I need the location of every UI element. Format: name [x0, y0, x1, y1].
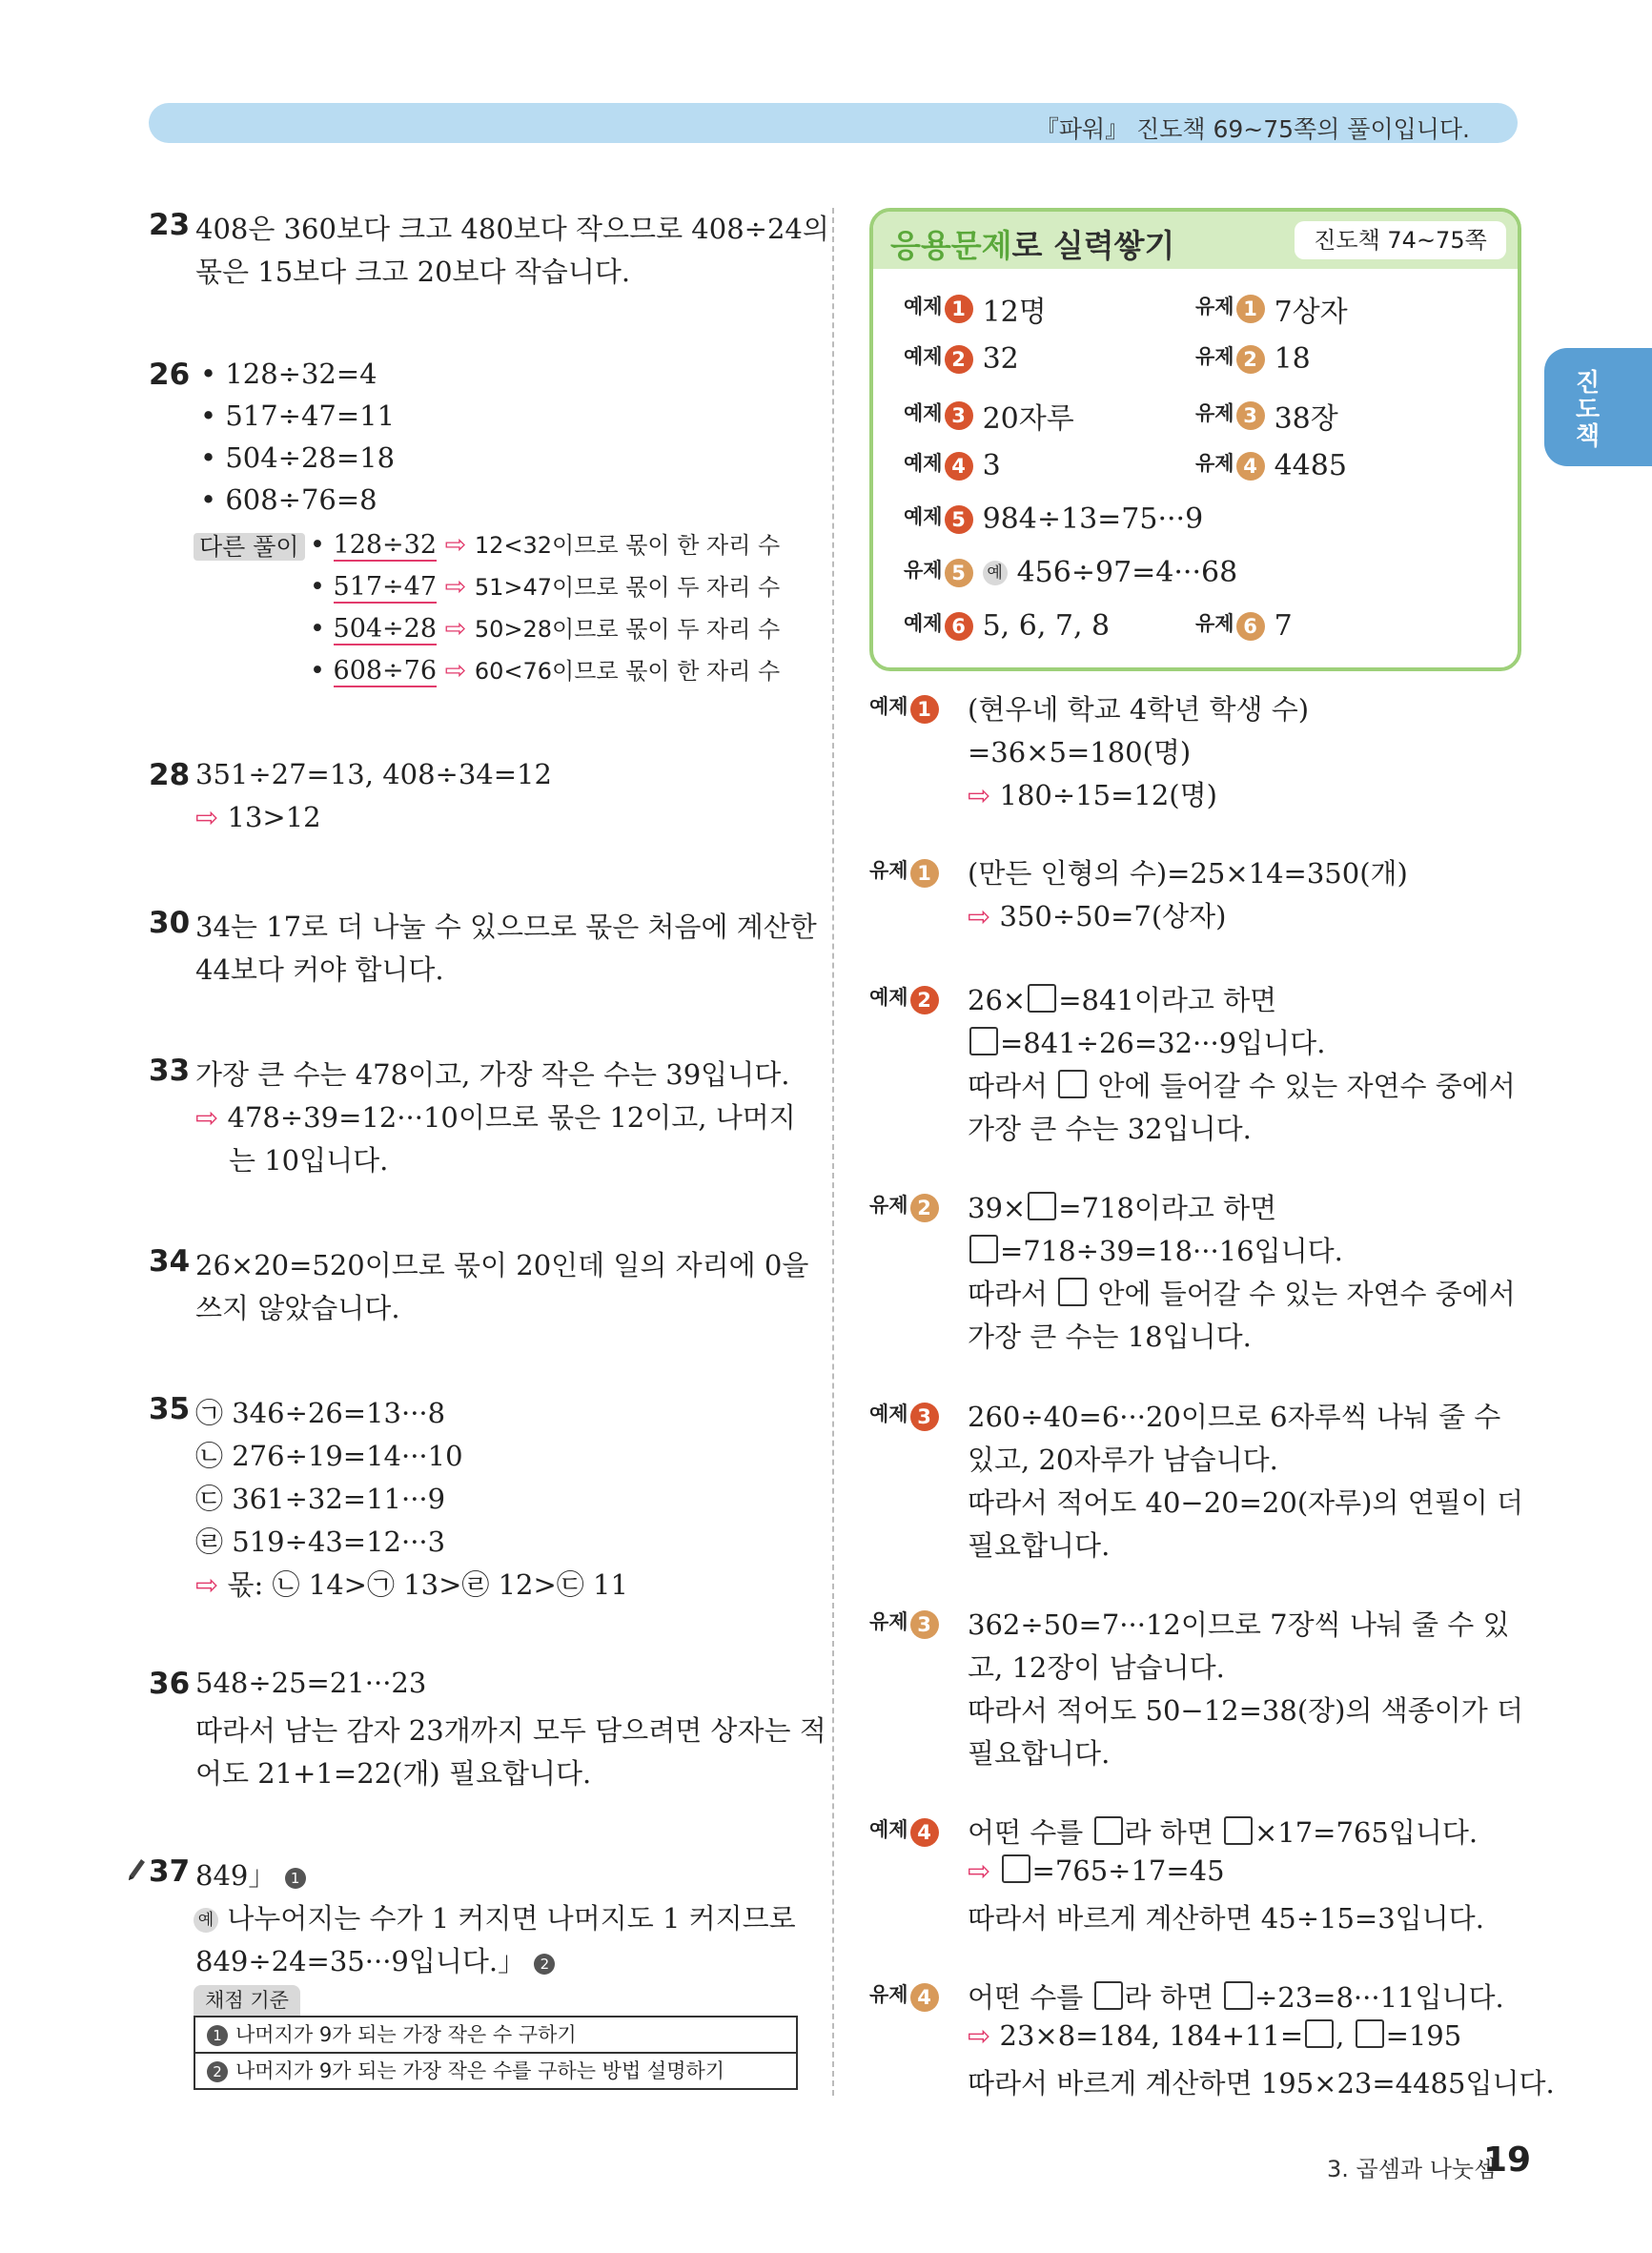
problem-37-line-1: 849」 1: [195, 1854, 306, 1894]
answer-yu-5: 유제 5 예 456÷97=4···68: [904, 556, 1238, 589]
solution-yu-1-line-1: (만든 인형의 수)=25×14=350(개): [968, 857, 1408, 890]
problem-33-line-3: 는 10입니다.: [229, 1144, 389, 1177]
answer-ex-5: 예제 5 984÷13=75···9: [904, 502, 1204, 536]
problem-35-line-5: ⇨ 몫: ㉡ 14>㉠ 13>㉣ 12>㉢ 11: [195, 1568, 628, 1601]
blank-box: [1305, 2019, 1334, 2048]
problem-23-line-1: 408은 360보다 크고 480보다 작으므로 408÷24의: [195, 213, 829, 245]
solution-ex-2-line-3: 따라서 안에 들어갈 수 있는 자연수 중에서: [968, 1070, 1516, 1102]
arrow-icon: ⇨: [968, 900, 991, 932]
problem-number: 34: [149, 1244, 191, 1279]
problem-26-line-1: • 128÷32=4: [200, 358, 377, 390]
blank-box: [1094, 1816, 1123, 1845]
solution-yu-2-label: 유제 2: [869, 1190, 939, 1222]
problem-34-line-1: 26×20=520이므로 몫이 20인데 일의 자리에 0을: [195, 1249, 809, 1281]
answer-ex-3: 예제 3 20자루: [904, 401, 1074, 436]
solution-yu-1-label: 유제 1: [869, 855, 939, 888]
blank-box: [969, 1027, 998, 1055]
solution-ex-1-label: 예제 1: [869, 691, 939, 724]
alt-line-2: • 517÷47 ⇨ 51>47이므로 몫이 두 자리 수: [310, 572, 781, 602]
blank-box: [1002, 1854, 1030, 1883]
grading-criteria-table: [194, 2016, 798, 2090]
solution-yu-1-line-2: ⇨ 350÷50=7(상자): [968, 900, 1227, 932]
problem-28: [149, 758, 190, 792]
problem-37-line-2: 예 나누어지는 수가 1 커지면 나머지도 1 커지므로: [194, 1897, 796, 1936]
answer-yu-6: 유제 6 7: [1195, 609, 1293, 643]
problem-23-line-2: 몫은 15보다 크고 20보다 작습니다.: [195, 256, 631, 288]
applied-problems-box: [869, 208, 1521, 671]
solution-yu-3-line-2: 고, 12장이 남습니다.: [968, 1651, 1225, 1684]
problem-number: 28: [149, 758, 191, 792]
problem-number: 23: [149, 208, 191, 242]
solution-ex-3-line-1: 260÷40=6···20이므로 6자루씩 나눠 줄 수: [968, 1401, 1501, 1433]
arrow-icon: ⇨: [968, 2019, 991, 2052]
problem-number: 26: [149, 358, 191, 392]
example-badge: 예: [983, 561, 1008, 585]
blank-box: [1094, 1981, 1123, 2010]
arrow-icon: ⇨: [444, 572, 467, 602]
solution-ex-3-label: 예제 3: [869, 1399, 939, 1431]
problem-30: [149, 906, 190, 940]
solution-ex-4-label: 예제 4: [869, 1814, 939, 1847]
solution-yu-2-line-4: 가장 큰 수는 18입니다.: [968, 1321, 1252, 1353]
answer-ex-1: 예제 1 12명: [904, 295, 1047, 329]
problem-26: [149, 358, 190, 392]
solution-yu-2-line-2: =718÷39=18···16입니다.: [968, 1230, 1343, 1269]
arrow-icon: ⇨: [444, 614, 467, 644]
blank-box: [969, 1235, 998, 1263]
solution-ex-3-line-4: 필요합니다.: [968, 1529, 1111, 1562]
solution-yu-4-label: 유제 4: [869, 1979, 939, 2012]
problem-35-line-1: ㉠ 346÷26=13···8: [195, 1397, 446, 1429]
problem-26-line-4: • 608÷76=8: [200, 483, 377, 516]
column-divider: [832, 208, 834, 2096]
problem-26-line-2: • 517÷47=11: [200, 399, 396, 432]
problem-33: [149, 1054, 190, 1088]
step-2-badge: 2: [534, 1954, 555, 1975]
grading-row-1: 1 나머지가 9가 되는 가장 작은 수 구하기: [195, 2017, 796, 2052]
problem-33-line-1: 가장 큰 수는 478이고, 가장 작은 수는 39입니다.: [195, 1058, 790, 1091]
arrow-icon: ⇨: [968, 779, 991, 811]
problem-37: [149, 1854, 190, 1889]
arrow-icon: ⇨: [444, 530, 467, 560]
blank-box: [1224, 1981, 1253, 2010]
solution-ex-1-line-3: ⇨ 180÷15=12(명): [968, 779, 1217, 811]
solution-yu-3-line-1: 362÷50=7···12이므로 7장씩 나눠 줄 수 있: [968, 1608, 1510, 1641]
problem-35-line-4: ㉣ 519÷43=12···3: [195, 1526, 446, 1558]
alt-line-3: • 504÷28 ⇨ 50>28이므로 몫이 두 자리 수: [310, 614, 781, 644]
problem-35-line-2: ㉡ 276÷19=14···10: [195, 1440, 463, 1472]
solution-ex-3-line-2: 있고, 20자루가 남습니다.: [968, 1444, 1278, 1476]
arrow-icon: ⇨: [195, 1101, 219, 1134]
arrow-icon: ⇨: [968, 1854, 991, 1887]
solution-yu-2-line-3: 따라서 안에 들어갈 수 있는 자연수 중에서: [968, 1278, 1516, 1310]
applied-box-title: 응용문제로 실력쌓기: [890, 227, 1175, 264]
solution-yu-3-label: 유제 3: [869, 1607, 939, 1639]
answer-yu-3: 유제 3 38장: [1195, 401, 1338, 436]
problem-34: [149, 1244, 190, 1279]
answer-yu-1: 유제 1 7상자: [1195, 295, 1348, 329]
problem-36-line-2: 따라서 남는 감자 23개까지 모두 담으려면 상자는 적: [195, 1714, 826, 1747]
solution-yu-4-line-1: 어떤 수를 라 하면 ÷23=8···11입니다.: [968, 1981, 1504, 2014]
problem-28-line-1: 351÷27=13, 408÷34=12: [195, 758, 552, 790]
problem-number: 30: [149, 906, 191, 940]
applied-box-header: [873, 212, 1518, 269]
step-1-badge: 1: [285, 1868, 306, 1889]
solution-ex-1-line-2: =36×5=180(명): [968, 736, 1192, 768]
problem-number: 35: [149, 1392, 191, 1426]
blank-box: [1028, 1192, 1056, 1220]
problem-35: [149, 1392, 190, 1426]
problem-34-line-2: 쓰지 않았습니다.: [195, 1292, 400, 1324]
header-text: 『파워』 진도책 69~75쪽의 풀이입니다.: [1034, 115, 1470, 143]
blank-box: [1224, 1816, 1253, 1845]
problem-36: [149, 1667, 190, 1701]
solution-ex-2-line-4: 가장 큰 수는 32입니다.: [968, 1113, 1252, 1145]
side-tab[interactable]: [1544, 348, 1652, 466]
solution-ex-2-line-1: 26× =841이라고 하면: [968, 984, 1277, 1016]
side-tab-label: 진도책: [1571, 369, 1600, 449]
problem-26-line-3: • 504÷28=18: [200, 441, 396, 474]
blank-box: [1356, 2019, 1384, 2048]
solution-yu-4-line-2: ⇨ 23×8=184, 184+11= , =195: [968, 2019, 1462, 2052]
answer-ex-4: 예제 4 3: [904, 449, 1001, 482]
solution-yu-2-line-1: 39× =718이라고 하면: [968, 1192, 1277, 1224]
problem-30-line-1: 34는 17로 더 나눌 수 있으므로 몫은 처음에 계산한: [195, 911, 817, 943]
footer-chapter: 3. 곱셈과 나눗셈: [1327, 2156, 1497, 2182]
alt-solution-label: 다른 풀이: [194, 528, 305, 563]
blank-box: [1058, 1278, 1087, 1306]
answer-yu-4: 유제 4 4485: [1195, 449, 1347, 482]
problem-number: 37: [149, 1854, 191, 1889]
alt-line-4: • 608÷76 ⇨ 60<76이므로 몫이 한 자리 수: [310, 656, 781, 686]
problem-number: 33: [149, 1054, 191, 1088]
applied-box-reference: 진도책 74~75쪽: [1295, 221, 1506, 259]
problem-23: [149, 208, 190, 242]
answer-yu-2: 유제 2 18: [1195, 342, 1311, 376]
blank-box: [1058, 1070, 1087, 1098]
solution-yu-3-line-3: 따라서 적어도 50−12=38(장)의 색종이가 더: [968, 1694, 1523, 1727]
answer-ex-6: 예제 6 5, 6, 7, 8: [904, 609, 1111, 643]
problem-28-line-2: ⇨ 13>12: [195, 801, 321, 833]
page-number: 19: [1483, 2140, 1532, 2180]
solution-ex-2-line-2: =841÷26=32···9입니다.: [968, 1022, 1325, 1061]
solution-yu-3-line-4: 필요합니다.: [968, 1737, 1111, 1770]
problem-35-line-3: ㉢ 361÷32=11···9: [195, 1483, 446, 1515]
grading-criteria-tab: 채점 기준: [194, 1985, 300, 2016]
solution-ex-1-line-1: (현우네 학교 4학년 학생 수): [968, 693, 1310, 726]
solution-ex-3-line-3: 따라서 적어도 40−20=20(자루)의 연필이 더: [968, 1486, 1523, 1519]
header-banner: [149, 103, 1518, 143]
solution-yu-4-line-3: 따라서 바르게 계산하면 195×23=4485입니다.: [968, 2067, 1555, 2099]
pencil-icon: [126, 1856, 147, 1885]
arrow-icon: ⇨: [195, 801, 219, 833]
solution-ex-4-line-3: 따라서 바르게 계산하면 45÷15=3입니다.: [968, 1902, 1484, 1935]
problem-37-line-3: 849÷24=35···9입니다.」 2: [195, 1940, 555, 1979]
problem-30-line-2: 44보다 커야 합니다.: [195, 953, 444, 986]
grading-row-2: 2 나머지가 9가 되는 가장 작은 수를 구하는 방법 설명하기: [195, 2052, 796, 2088]
arrow-icon: ⇨: [195, 1568, 219, 1601]
blank-box: [1028, 984, 1056, 1013]
alt-line-1: • 128÷32 ⇨ 12<32이므로 몫이 한 자리 수: [310, 530, 781, 560]
problem-number: 36: [149, 1667, 191, 1701]
problem-33-line-2: ⇨ 478÷39=12···10이므로 몫은 12이고, 나머지: [195, 1101, 796, 1134]
solution-ex-4-line-2: ⇨ =765÷17=45: [968, 1854, 1225, 1887]
solution-ex-4-line-1: 어떤 수를 라 하면 ×17=765입니다.: [968, 1816, 1479, 1849]
problem-36-line-3: 어도 21+1=22(개) 필요합니다.: [195, 1757, 592, 1790]
arrow-icon: ⇨: [444, 656, 467, 686]
problem-36-line-1: 548÷25=21···23: [195, 1667, 427, 1699]
solution-ex-2-label: 예제 2: [869, 982, 939, 1014]
answer-ex-2: 예제 2 32: [904, 342, 1019, 376]
example-badge: 예: [194, 1908, 218, 1933]
